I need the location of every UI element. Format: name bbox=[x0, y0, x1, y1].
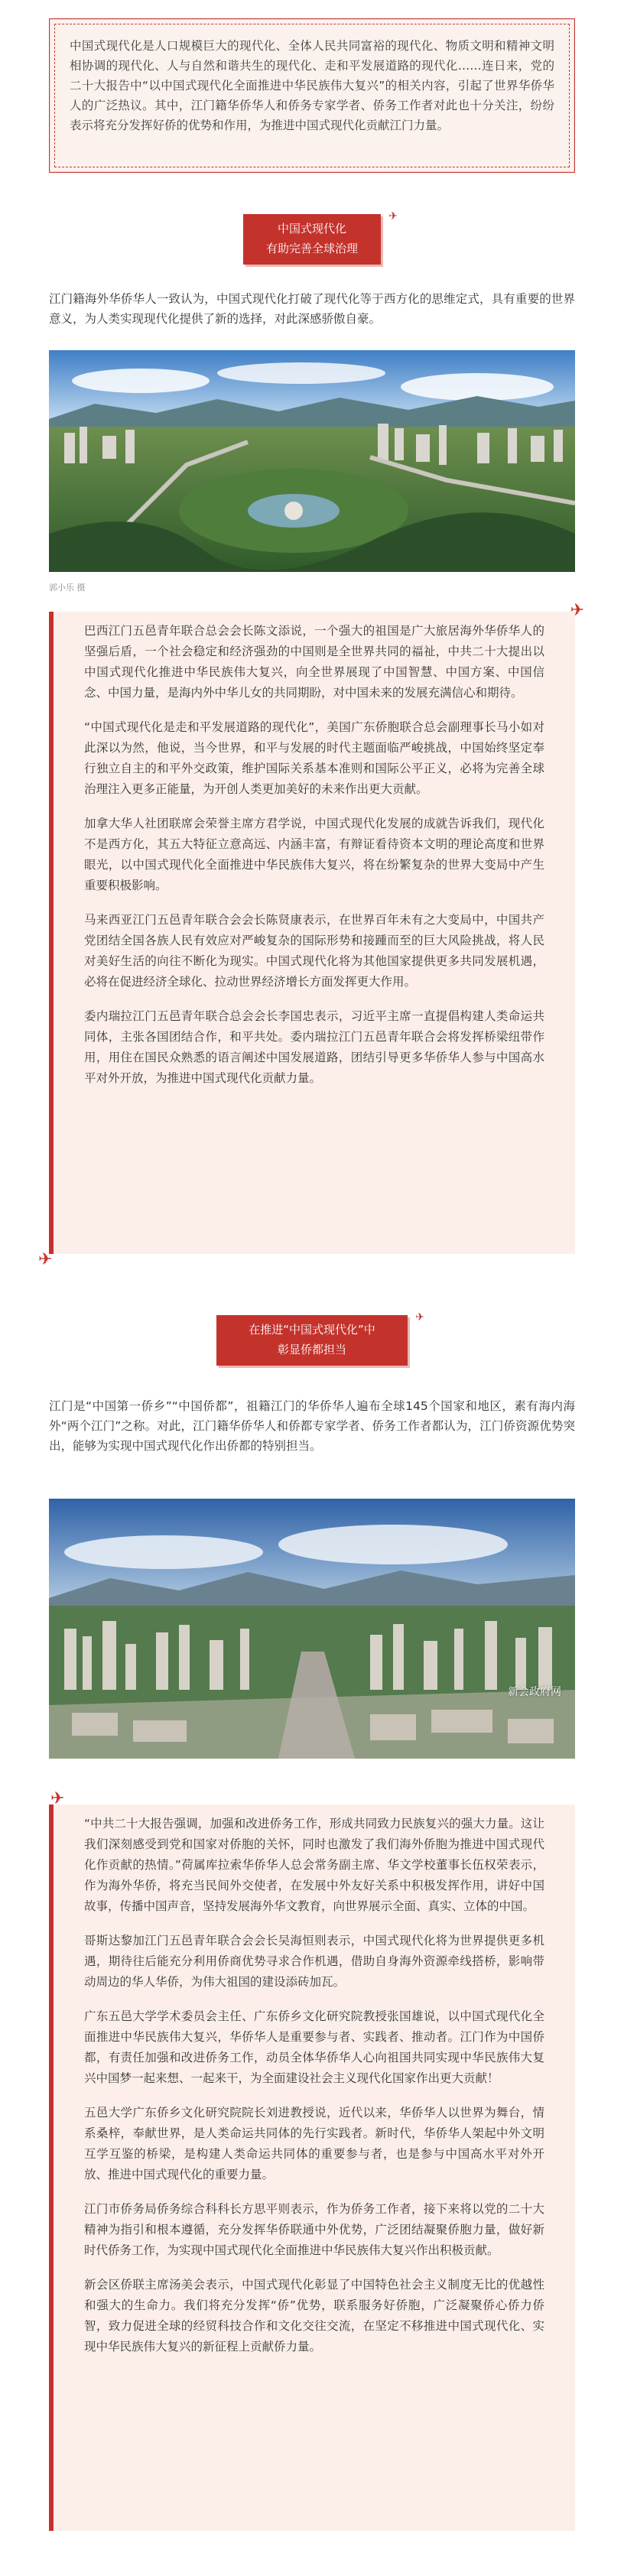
section1-paragraph: 巴西江门五邑青年联合总会会长陈文添说，一个强大的祖国是广大旅居海外华侨华人的坚强后盾，一个社会稳定和经济强劲的中国则是全世界共同的福祉，中共二十大提出以中国式现代化推进中华民族伟大复兴，向全世界展现了中国智慧、中国方案、中国信念、中国力量，是海内外中华儿女的共同期盼，对中国未来的发展充满信心和期待。 bbox=[84, 624, 544, 700]
section1-heading bbox=[243, 210, 398, 265]
section1-paragraph: 加拿大华人社团联席会荣誉主席方君学说，中国式现代化发展的成就告诉我们，现代化不是西方化，其五大特征立意高远、内涵丰富，有辩证看待资本文明的理论高度和世界眼光，以中国式现代化全面推进中华民族伟大复兴，将在纷繁复杂的世界大变局中产生重要积极影响。 bbox=[84, 817, 544, 892]
section2-title-line1: 在推进“中国式现代化”中 bbox=[249, 1323, 375, 1337]
bird-icon: ✈ bbox=[388, 210, 398, 223]
bird-icon: ✈ bbox=[50, 1789, 65, 1808]
city-panorama-illustration bbox=[49, 1499, 575, 1759]
section2-paragraph: 广东五邑大学学术委员会主任、广东侨乡文化研究院教授张国雄说，以中国式现代化全面推进中华民族伟大复兴，华侨华人是重要参与者、实践者、推动者。江门作为中国侨都，有责任加强和改进侨务工作，动员全体华侨华人心向祖国共同实现中华民族伟大复兴中国梦一起来想、一起来干，为全面建设社会主义现代化国家作出更大贡献！ bbox=[84, 2009, 544, 2085]
intro-box bbox=[49, 18, 575, 173]
section2-content-box bbox=[49, 1789, 575, 2531]
section1-paragraph: 马来西亚江门五邑青年联合会会长陈贤康表示，在世界百年未有之大变局中，中国共产党团结全国各族人民有效应对严峻复杂的国际形势和接踵而至的巨大风险挑战，将人民对美好生活的向往不断化为现实。中国式现代化将为其他国家提供更多共同发展机遇，必将在促进经济全球化、拉动世界经济增长方面发挥更大作用。 bbox=[84, 913, 544, 989]
bird-icon: ✈ bbox=[570, 601, 584, 620]
city-aerial-photo bbox=[49, 350, 575, 572]
intro-text: 中国式现代化是人口规模巨大的现代化、全体人民共同富裕的现代化、物质文明和精神文明相协调的现代化、人与自然和谐共生的现代化、走和平发展道路的现代化……连日来，党的二十大报告中“以中国式现代化全面推进中华民族伟大复兴”的相关内容，引起了世界华侨华人的广泛热议。其中，江门籍华侨华人和侨务专家学者、侨务工作者对此也十分关注，纷纷表示将充分发挥好侨的优势和作用，为推进中国式现代化贡献江门力量。 bbox=[70, 39, 554, 132]
city-aerial-illustration bbox=[49, 350, 575, 572]
section1-content-box bbox=[38, 601, 584, 1269]
section2-paragraph: “中共二十大报告强调，加强和改进侨务工作，形成共同致力民族复兴的强大力量。这让我们深刻感受到党和国家对侨胞的关怀，同时也激发了我们海外侨胞为推进中国式现代化作贡献的热情。”荷属库拉索华侨华人总会常务副主席、华文学校董事长伍权荣表示，作为海外华侨，将充当民间外交使者，在发展中外友好关系中积极发挥作用，讲好中国故事，传播中国声音，坚持发展海外华文教育，向世界展示全面、真实、立体的中国。 bbox=[84, 1817, 544, 1913]
section2-paragraph: 哥斯达黎加江门五邑青年联合会会长吴海恒则表示，中国式现代化将为世界提供更多机遇，期待往后能充分利用侨商优势寻求合作机遇，借助自身海外资源牵线搭桥，影响带动周边的华人华侨，为伟大祖国的建设添砖加瓦。 bbox=[84, 1934, 544, 1989]
section1-lead: 江门籍海外华侨华人一致认为，中国式现代化打破了现代化等于西方化的思维定式，具有重要的世界意义，为人类实现现代化提供了新的选择，对此深感骄傲自豪。 bbox=[49, 292, 575, 326]
section2-title-line2: 彰显侨都担当 bbox=[277, 1343, 346, 1356]
section1-paragraph: “中国式现代化是走和平发展道路的现代化”，美国广东侨胞联合总会副理事长马小如对此深以为然，他说，当今世界，和平与发展的时代主题面临严峻挑战，中国始终坚定奉行独立自主的和平外交政策，维护国际关系基本准则和国际公平正义，必将为完善全球治理注入更多正能量，为开创人类更加美好的未来作出更大贡献。 bbox=[84, 720, 544, 796]
section2-paragraph: 五邑大学广东侨乡文化研究院院长刘进教授说，近代以来，华侨华人以世界为舞台，情系桑梓，奉献世界，是人类命运共同体的先行实践者。新时代，华侨华人架起中外文明互学互鉴的桥梁，是构建人类命运共同体的重要参与者，也是参与中国高水平对外开放、推进中国式现代化的重要力量。 bbox=[84, 2106, 544, 2181]
photo-caption: 郭小乐 摄 bbox=[49, 583, 86, 593]
section2-paragraph: 新会区侨联主席汤美会表示，中国式现代化彰显了中国特色社会主义制度无比的优越性和强大的生命力。我们将充分发挥“侨”优势，联系服务好侨胞，广泛凝聚侨心侨力侨智，致力促进全球的经贸科技合作和文化交往交流，在坚定不移推进中国式现代化、实现中华民族伟大复兴的新征程上贡献侨力量。 bbox=[84, 2278, 544, 2353]
section1-paragraph: 委内瑞拉江门五邑青年联合总会会长李国忠表示，习近平主席一直提倡构建人类命运共同体，主张各国团结合作，和平共处。委内瑞拉江门五邑青年联合会将发挥桥梁纽带作用，用住在国民众熟悉的语言阐述中国发展道路，团结引导更多华侨华人参与中国高水平对外开放，为推进中国式现代化贡献力量。 bbox=[84, 1009, 544, 1085]
section1-title-line2: 有助完善全球治理 bbox=[265, 242, 358, 255]
section2-heading bbox=[216, 1311, 424, 1366]
section2-lead: 江门是“中国第一侨乡”“中国侨都”，祖籍江门的华侨华人遍布全球145个国家和地区，素有海内海外“两个江门”之称。对此，江门籍华侨华人和侨都专家学者、侨务工作者都认为，江门侨资源优势突出，能够为实现中国式现代化作出侨都的特别担当。 bbox=[49, 1399, 575, 1453]
city-panorama-photo bbox=[49, 1499, 575, 1759]
section1-title-line1: 中国式现代化 bbox=[277, 222, 346, 236]
watermark-text: 新会政府网 bbox=[508, 1686, 561, 1698]
bird-icon: ✈ bbox=[415, 1311, 424, 1324]
bird-icon: ✈ bbox=[38, 1250, 53, 1269]
section2-paragraph: 江门市侨务局侨务综合科科长方思平则表示，作为侨务工作者，接下来将以党的二十大精神为指引和根本遵循，充分发挥华侨联通中外优势，广泛团结凝聚侨胞力量，做好新时代侨务工作，为实现中国式现代化全面推进中华民族伟大复兴作出积极贡献。 bbox=[84, 2202, 544, 2257]
